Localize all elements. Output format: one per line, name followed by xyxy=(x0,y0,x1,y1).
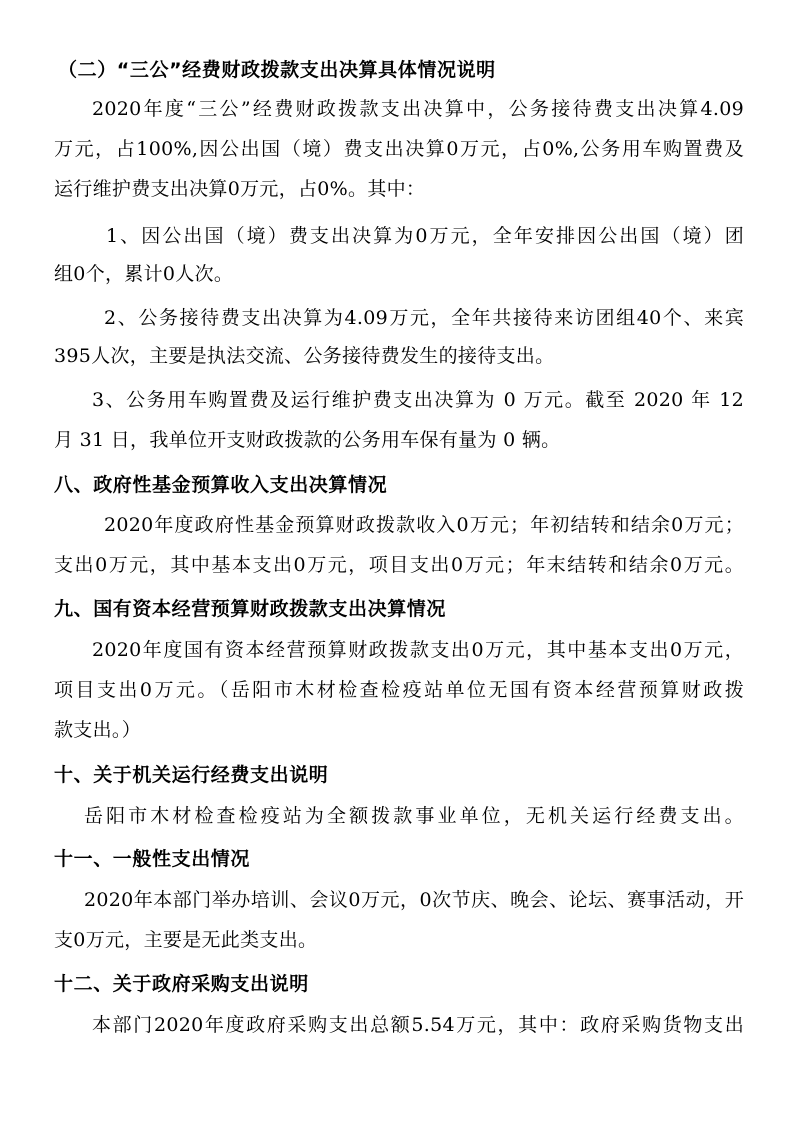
paragraph-line: 款支出。） xyxy=(54,719,142,741)
paragraph-line: 项目支出0万元。（岳阳市木材检查检疫站单位无国有资本经营预算财政拨 xyxy=(54,679,744,701)
paragraph-line: 万元，占100%,因公出国（境）费支出决算0万元，占0%,公务用车购置费及 xyxy=(54,138,744,160)
paragraph-line: 月 31 日，我单位开支财政拨款的公务用车保有量为 0 辆。 xyxy=(54,429,561,451)
paragraph-line: 岳阳市木材检查检疫站为全额拨款事业单位，无机关运行经费支出。 xyxy=(84,805,744,827)
paragraph-line: 395人次，主要是执法交流、公务接待费发生的接待支出。 xyxy=(54,345,555,367)
section-heading-9: 九、国有资本经营预算财政拨款支出决算情况 xyxy=(54,598,447,620)
section-heading-8: 八、政府性基金预算收入支出决算情况 xyxy=(54,474,388,496)
paragraph-line: 2020年度政府性基金预算财政拨款收入0万元；年初结转和结余0万元； xyxy=(104,514,744,536)
paragraph-line: 1、因公出国（境）费支出决算为0万元，全年安排因公出国（境）团 xyxy=(106,225,744,247)
section-heading-10: 十、关于机关运行经费支出说明 xyxy=(54,764,329,786)
paragraph-line: 运行维护费支出决算0万元，占0%。其中： xyxy=(54,178,426,200)
paragraph-line: 2、公务接待费支出决算为4.09万元，全年共接待来访团组40个、来宾 xyxy=(104,307,744,329)
paragraph-line: 支0万元，主要是无此类支出。 xyxy=(54,929,318,951)
paragraph-line: 支出0万元，其中基本支出0万元，项目支出0万元；年末结转和结余0万元。 xyxy=(54,554,744,576)
section-heading-three-public: （二）“三公”经费财政拨款支出决算具体情况说明 xyxy=(58,59,496,81)
paragraph-line: 3、公务用车购置费及运行维护费支出决算为 0 万元。截至 2020 年 12 xyxy=(92,389,744,411)
paragraph-line: 组0个，累计0人次。 xyxy=(54,263,234,285)
paragraph-line: 2020年本部门举办培训、会议0万元，0次节庆、晚会、论坛、赛事活动，开 xyxy=(84,889,744,911)
section-heading-12: 十二、关于政府采购支出说明 xyxy=(54,973,309,995)
paragraph-line: 本部门2020年度政府采购支出总额5.54万元，其中：政府采购货物支出 xyxy=(92,1014,744,1036)
section-heading-11: 十一、一般性支出情况 xyxy=(54,848,251,870)
paragraph-line: 2020年度“三公”经费财政拨款支出决算中，公务接待费支出决算4.09 xyxy=(92,98,744,120)
paragraph-line: 2020年度国有资本经营预算财政拨款支出0万元，其中基本支出0万元， xyxy=(92,639,744,661)
